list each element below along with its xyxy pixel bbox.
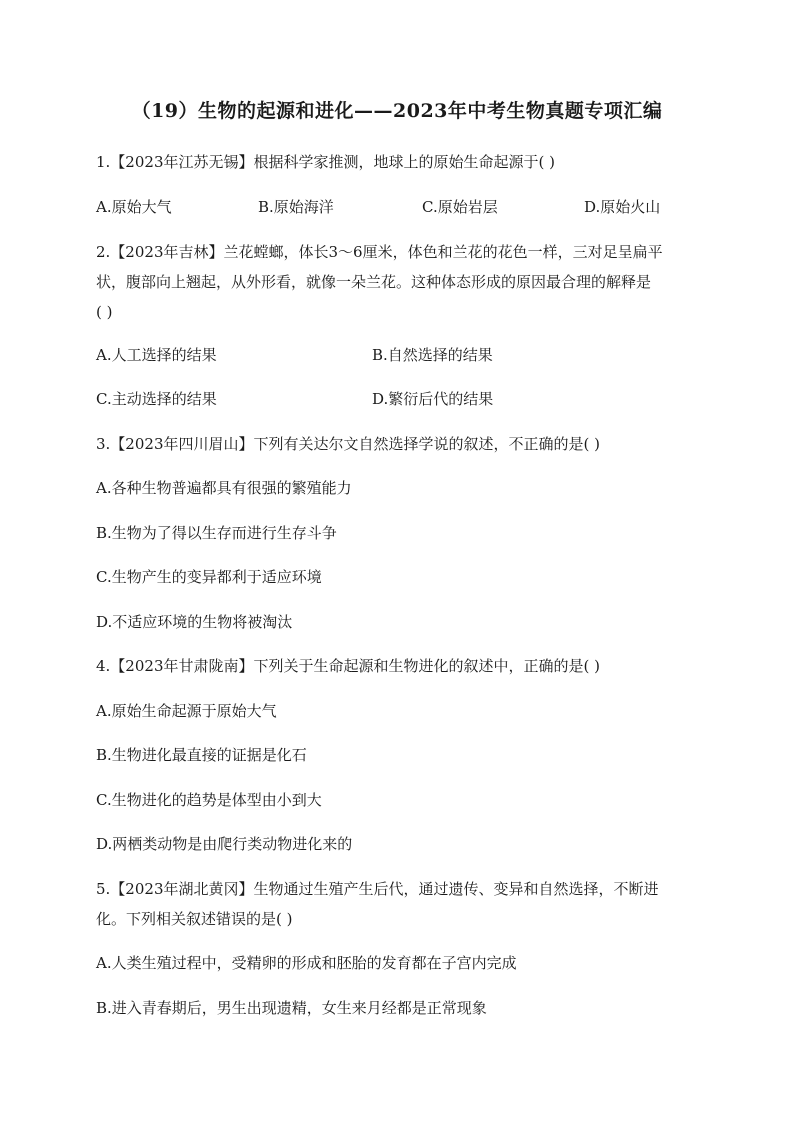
question-3-stem: 3.【2023年四川眉山】下列有关达尔文自然选择学说的叙述，不正确的是( ) xyxy=(96,435,600,453)
question-4-option-c: C.生物进化的趋势是体型由小到大 xyxy=(96,791,322,809)
question-1-stem: 1.【2023年江苏无锡】根据科学家推测，地球上的原始生命起源于( ) xyxy=(96,153,555,171)
question-1-option-c: C.原始岩层 xyxy=(422,198,498,216)
page-title: （19）生物的起源和进化——2023年中考生物真题专项汇编 xyxy=(131,100,663,122)
question-2-stem-line-3: ( ) xyxy=(96,303,113,321)
question-5-option-a: A.人类生殖过程中，受精卵的形成和胚胎的发育都在子宫内完成 xyxy=(96,954,517,972)
question-2-option-b: B.自然选择的结果 xyxy=(372,346,493,364)
question-5-stem-line-2: 化。下列相关叙述错误的是( ) xyxy=(96,910,293,928)
question-2-option-a: A.人工选择的结果 xyxy=(96,346,217,364)
question-3-option-d: D.不适应环境的生物将被淘汰 xyxy=(96,613,293,631)
question-5-stem-line-1: 5.【2023年湖北黄冈】生物通过生殖产生后代，通过遗传、变异和自然选择，不断进 xyxy=(96,880,659,898)
question-2-stem-line-2: 状，腹部向上翘起，从外形看，就像一朵兰花。这种体态形成的原因最合理的解释是 xyxy=(96,273,652,291)
question-4-option-d: D.两栖类动物是由爬行类动物进化来的 xyxy=(96,835,353,853)
question-4-option-b: B.生物进化最直接的证据是化石 xyxy=(96,746,307,764)
question-1-option-b: B.原始海洋 xyxy=(258,198,334,216)
question-1-option-a: A.原始大气 xyxy=(96,198,172,216)
question-2-option-d: D.繁衍后代的结果 xyxy=(372,390,494,408)
question-4-stem: 4.【2023年甘肃陇南】下列关于生命起源和生物进化的叙述中，正确的是( ) xyxy=(96,657,600,675)
question-3-option-b: B.生物为了得以生存而进行生存斗争 xyxy=(96,524,337,542)
question-3-option-c: C.生物产生的变异都利于适应环境 xyxy=(96,568,322,586)
question-4-option-a: A.原始生命起源于原始大气 xyxy=(96,702,277,720)
question-5-option-b: B.进入青春期后，男生出现遗精，女生来月经都是正常现象 xyxy=(96,999,487,1017)
question-1-option-d: D.原始火山 xyxy=(584,198,661,216)
question-3-option-a: A.各种生物普遍都具有很强的繁殖能力 xyxy=(96,479,352,497)
question-2-stem-line-1: 2.【2023年吉林】兰花螳螂，体长3～6厘米，体色和兰花的花色一样，三对足呈扁平 xyxy=(96,243,663,261)
question-2-option-c: C.主动选择的结果 xyxy=(96,390,217,408)
